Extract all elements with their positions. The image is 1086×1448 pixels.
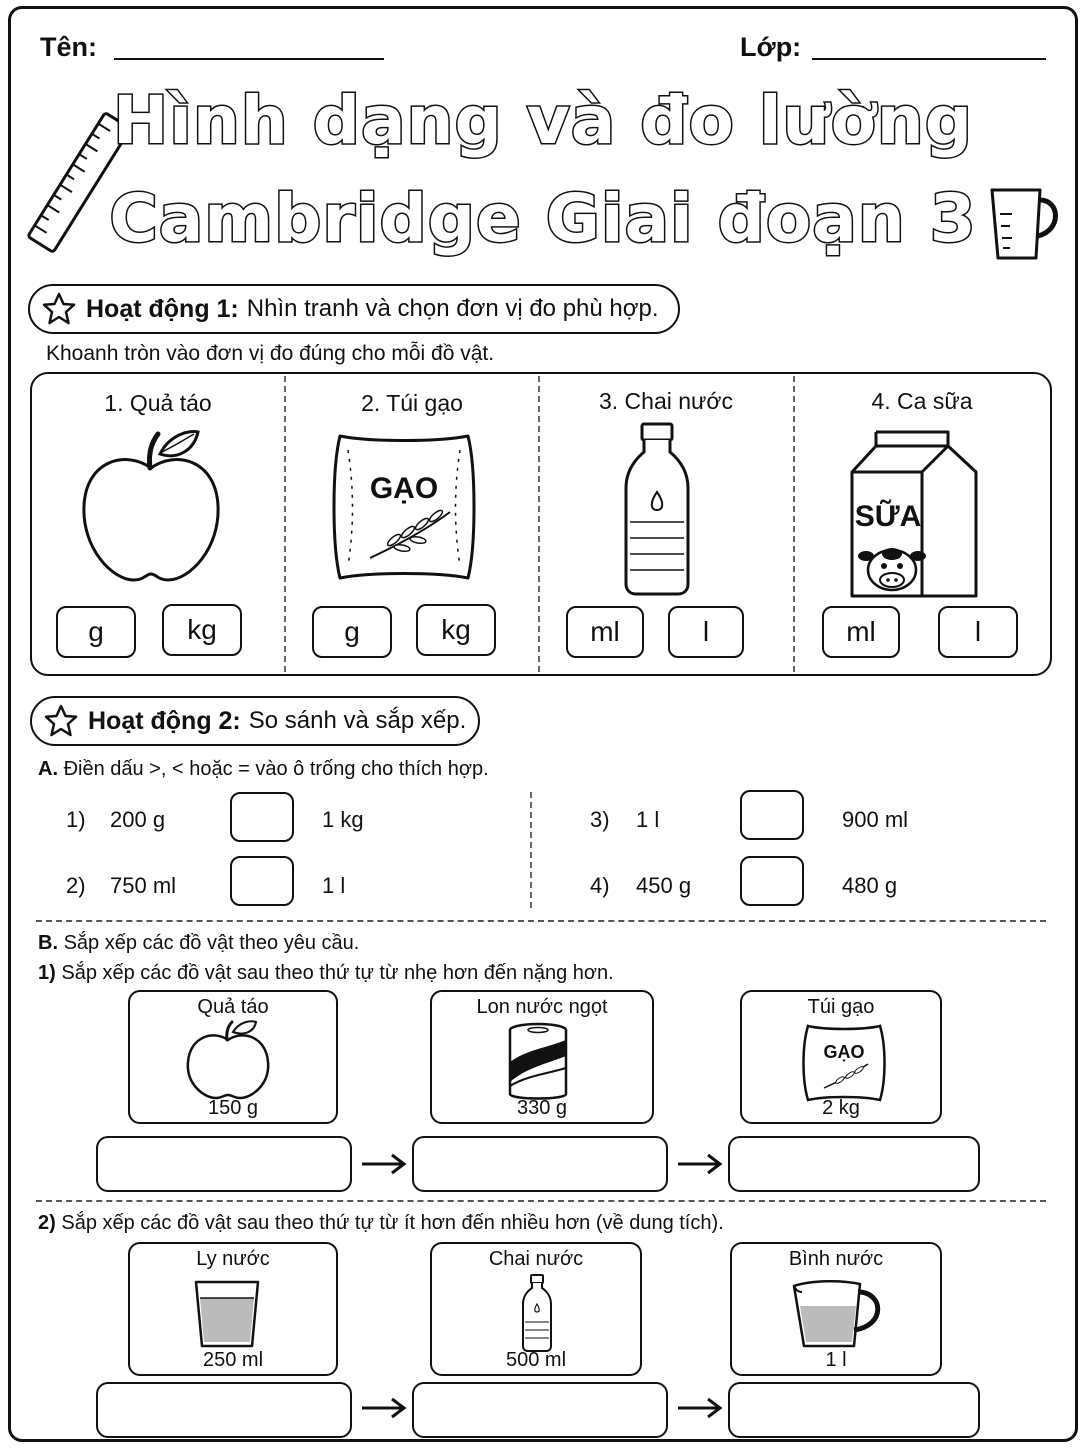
section-divider [36, 1200, 1046, 1202]
unit-option[interactable]: l [938, 606, 1018, 658]
water-bottle-icon [520, 1274, 554, 1352]
unit-option[interactable]: ml [566, 606, 644, 658]
comparison-number: 2) [66, 873, 86, 898]
activity-2-label: Hoạt động 2: [88, 706, 241, 735]
section-divider [36, 920, 1046, 922]
arrow-right-icon [676, 1152, 724, 1176]
part-b-prefix: B. [38, 932, 58, 954]
name-label: Tên: [40, 32, 97, 62]
comparison-right: 1 kg [322, 807, 364, 832]
order-answer-box[interactable] [728, 1382, 980, 1438]
title-line-1: Hình dạng và đo lường [112, 82, 974, 159]
milk-carton-text: SỮA [854, 500, 922, 533]
item-card [730, 1242, 942, 1376]
unit-option[interactable]: ml [822, 606, 900, 658]
column-divider [793, 376, 795, 672]
unit-option[interactable]: g [56, 606, 136, 658]
item-amount: 150 g [207, 1097, 259, 1119]
unit-option[interactable]: kg [416, 604, 496, 656]
comparison-answer-box[interactable] [230, 792, 294, 842]
item-amount: 250 ml [202, 1349, 264, 1371]
order-answer-box[interactable] [412, 1382, 668, 1438]
comparison-right: 1 l [322, 873, 346, 898]
comparison-answer-box[interactable] [740, 856, 804, 906]
item-label: Túi gạo [807, 996, 875, 1018]
unit-option[interactable]: kg [162, 604, 242, 656]
arrow-right-icon [360, 1396, 408, 1420]
item-amount: 2 kg [822, 1097, 860, 1119]
question-number: 2) [38, 1212, 56, 1234]
arrow-right-icon [360, 1152, 408, 1176]
comparison-answer-box[interactable] [740, 790, 804, 840]
comparison-left: 750 ml [110, 873, 177, 898]
activity-2-text: So sánh và sắp xếp. [248, 707, 467, 734]
item-card [430, 1242, 642, 1376]
item-card [740, 990, 942, 1124]
column-divider [284, 376, 286, 672]
part-b-question-1 [38, 962, 614, 985]
comparison-answer-box[interactable] [230, 856, 294, 906]
star-icon [44, 704, 78, 738]
order-answer-box[interactable] [412, 1136, 668, 1192]
item-amount: 1 l [825, 1349, 847, 1371]
item-label: Quả táo [197, 996, 269, 1018]
name-input-line[interactable] [114, 58, 384, 60]
star-icon [42, 292, 76, 326]
item-card [128, 990, 338, 1124]
question-text: Sắp xếp các đồ vật sau theo thứ tự từ nhẹ hơn đến nặng hơn. [61, 962, 614, 984]
soda-can-icon [506, 1022, 570, 1102]
class-label: Lớp: [740, 32, 802, 62]
item-card [430, 990, 654, 1124]
item-label: Bình nước [788, 1248, 884, 1270]
comparison-divider [530, 792, 532, 908]
activity-1-label: Hoạt động 1: [86, 294, 239, 323]
item-title: 1. Quả táo [104, 390, 212, 416]
part-b-instruction [38, 932, 359, 955]
rice-bag-icon [330, 428, 478, 586]
part-b-text: Sắp xếp các đồ vật theo yêu cầu. [63, 932, 360, 954]
activity-1-header [28, 284, 680, 334]
comparison-number: 4) [590, 873, 610, 898]
class-input-line[interactable] [812, 58, 1046, 60]
comparison-right: 900 ml [842, 807, 909, 832]
comparison-right: 480 g [842, 873, 898, 898]
activity-2-header [30, 696, 480, 746]
apple-icon [78, 428, 224, 584]
comparison-number: 3) [590, 807, 610, 832]
rice-bag-icon [802, 1022, 886, 1104]
water-jug-icon [792, 1278, 886, 1350]
item-title: 4. Ca sữa [871, 388, 973, 414]
order-answer-box[interactable] [728, 1136, 980, 1192]
comparison-left: 200 g [110, 807, 166, 832]
activity-1-text: Nhìn tranh và chọn đơn vị đo phù hợp. [246, 295, 659, 322]
milk-carton-icon [848, 428, 980, 600]
question-number: 1) [38, 962, 56, 984]
part-b-question-2 [38, 1212, 724, 1235]
column-divider [538, 376, 540, 672]
item-card [128, 1242, 338, 1376]
glass-of-water-icon [192, 1278, 262, 1350]
unit-option[interactable]: l [668, 606, 744, 658]
item-title: 2. Túi gạo [361, 390, 463, 416]
part-a-instruction [38, 758, 489, 781]
unit-option[interactable]: g [312, 606, 392, 658]
item-title: 3. Chai nước [598, 388, 734, 414]
water-bottle-icon [622, 422, 692, 596]
activity-1-instruction: Khoanh tròn vào đơn vị đo đúng cho mỗi đồ vật. [46, 342, 495, 365]
comparison-left: 1 l [636, 807, 660, 832]
question-text: Sắp xếp các đồ vật sau theo thứ tự từ ít hơn đến nhiều hơn (về dung tích). [61, 1212, 724, 1234]
item-label: Chai nước [488, 1248, 584, 1270]
part-a-text: Điền dấu >, < hoặc = vào ô trống cho thích hợp. [63, 758, 489, 780]
item-label: Ly nước [196, 1248, 270, 1270]
arrow-right-icon [676, 1396, 724, 1420]
apple-icon [184, 1020, 272, 1100]
part-a-prefix: A. [38, 758, 58, 780]
order-answer-box[interactable] [96, 1136, 352, 1192]
rice-bag-text: GẠO [823, 1042, 865, 1062]
item-label: Lon nước ngọt [476, 996, 608, 1018]
item-amount: 330 g [516, 1097, 568, 1119]
title-line-2: Cambridge Giai đoạn 3 [109, 180, 977, 257]
rice-bag-text: GẠO [369, 472, 439, 505]
item-amount: 500 ml [505, 1349, 567, 1371]
comparison-left: 450 g [636, 873, 692, 898]
order-answer-box[interactable] [96, 1382, 352, 1438]
comparison-number: 1) [66, 807, 86, 832]
